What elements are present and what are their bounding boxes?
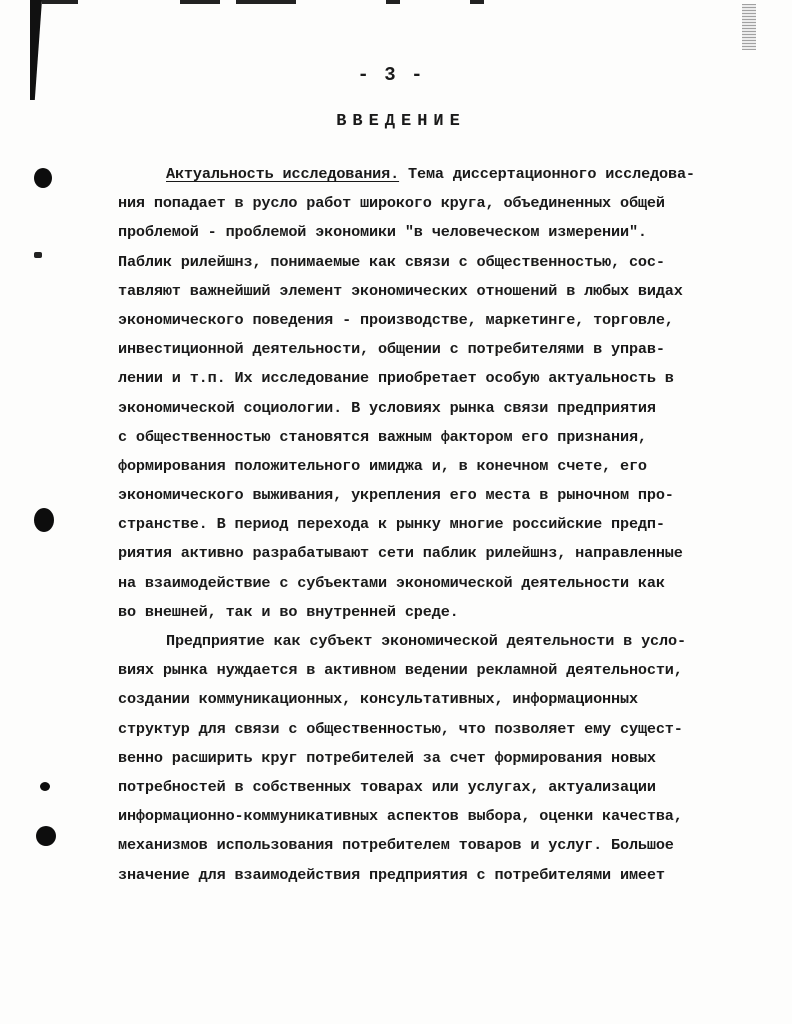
text-line: Предприятие как субъект экономической деятельности в усло-	[166, 632, 686, 650]
scan-top-mark	[42, 0, 78, 4]
scan-top-mark	[236, 0, 296, 4]
scan-margin-tick	[34, 252, 42, 258]
text-line: с общественностью становятся важным фактором его признания,	[118, 427, 647, 446]
text-line: значение для взаимодействия предприятия с потребителями имеет	[118, 865, 665, 884]
text-line: инвестиционной деятельности, общении с потребителями в управ-	[118, 340, 665, 359]
section-lead: Актуальность исследования.	[166, 165, 400, 183]
text-line: риятия активно разрабатывают сети паблик рилейшнз, направленные	[118, 544, 683, 563]
text-line: создании коммуникационных, консультативных, информационных	[118, 690, 638, 709]
text-line: потребностей в собственных товарах или услугах, актуализации	[118, 777, 656, 796]
document-body	[118, 160, 718, 890]
punch-hole	[34, 508, 54, 532]
text-line: лении и т.п. Их исследование приобретает особую актуальность в	[118, 369, 674, 388]
text-line: тавляют важнейший элемент экономических отношений в любых видах	[118, 281, 683, 300]
page-title: ВВЕДЕНИЕ	[336, 112, 466, 131]
text-line: на взаимодействие с субъектами экономической деятельности как	[118, 573, 665, 592]
scan-margin-stripe	[742, 4, 756, 50]
text-line: ния попадает в русло работ широкого круга, объединенных общей	[118, 194, 665, 213]
text-line: Паблик рилейшнз, понимаемые как связи с общественностью, сос-	[118, 252, 665, 271]
text-line: информационно-коммуникативных аспектов выбора, оценки качества,	[118, 807, 683, 826]
text-line: проблемой - проблемой экономики "в человеческом измерении".	[118, 223, 647, 242]
text-line: экономического выживания, укрепления его места в рыночном про-	[118, 486, 674, 505]
text-line: механизмов использования потребителем товаров и услуг. Большое	[118, 836, 674, 855]
text-line: формирования положительного имиджа и, в конечном счете, его	[118, 456, 647, 475]
text-line: экономического поведения - производстве, маркетинге, торговле,	[118, 310, 674, 329]
text-line: во внешней, так и во внутренней среде.	[118, 602, 459, 621]
text-line: венно расширить круг потребителей за счет формирования новых	[118, 748, 656, 767]
text-line: виях рынка нуждается в активном ведении рекламной деятельности,	[118, 661, 683, 680]
text-line: экономической социологии. В условиях рынка связи предприятия	[118, 398, 656, 417]
scan-top-mark	[180, 0, 220, 4]
punch-hole	[40, 782, 50, 791]
text-line: Актуальность исследования. Тема диссертационного исследова-	[166, 165, 695, 183]
punch-hole	[34, 168, 52, 188]
scan-top-mark	[386, 0, 400, 4]
punch-hole	[36, 826, 56, 846]
scan-top-mark	[470, 0, 484, 4]
page-number: - 3 -	[357, 64, 425, 86]
text-line: странстве. В период перехода к рынку многие российские предп-	[118, 515, 665, 534]
text-line: структур для связи с общественностью, что позволяет ему сущест-	[118, 719, 683, 738]
